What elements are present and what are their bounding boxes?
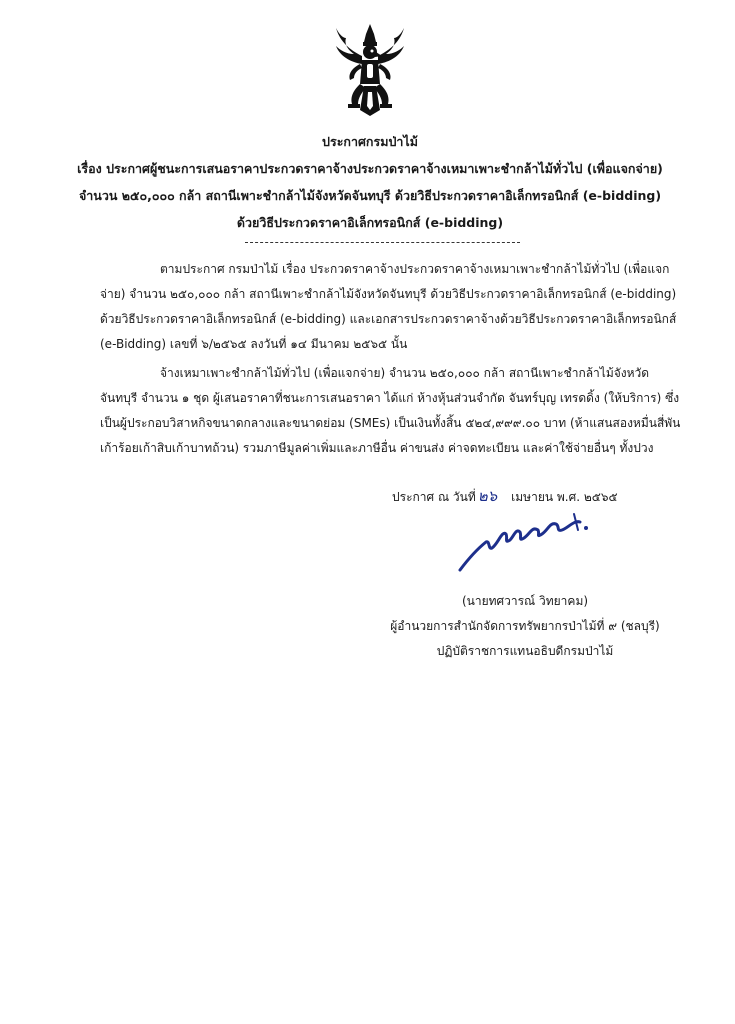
signature-image (450, 500, 610, 580)
subject-line-3: ด้วยวิธีประกวดราคาอิเล็กทรอนิกส์ (e-bidding) (236, 215, 504, 230)
signatory-name: (นายทศวารณ์ วิทยาคม) (461, 594, 589, 608)
subject-line-2: จำนวน ๒๕๐,๐๐๐ กล้า สถานีเพาะชำกล้าไม้จังหวัดจันทบุรี ด้วยวิธีประกวดราคาอิเล็กทรอนิกส์ (e-bidding) (78, 188, 662, 203)
paragraph-1-line-3: ด้วยวิธีประกวดราคาอิเล็กทรอนิกส์ (e-bidding) และเอกสารประกวดราคาจ้างด้วยวิธีประกวดราคาอิเล็กทรอนิกส์ (100, 312, 677, 326)
paragraph-1-line-1: ตามประกาศ กรมป่าไม้ เรื่อง ประกวดราคาจ้างประกวดราคาจ้างเหมาเพาะชำกล้าไม้ทั่วไป (เพื่อแจก (160, 262, 670, 276)
subject-line: เรื่อง ประกาศผู้ชนะการเสนอราคาประกวดราคาจ้างประกวดราคาจ้างเหมาเพาะชำกล้าไม้ทั่วไป (เพื่อแจกจ่าย) (77, 161, 663, 176)
signatory-acting: ปฏิบัติราชการแทนอธิบดีกรมป่าไม้ (436, 644, 614, 658)
org-title: ประกาศกรมป่าไม้ (322, 134, 418, 149)
paragraph-1-line-2: จ่าย) จำนวน ๒๕๐,๐๐๐ กล้า สถานีเพาะชำกล้าไม้จังหวัดจันทบุรี ด้วยวิธีประกวดราคาอิเล็กทรอนิกส์ (e-bidding) (100, 287, 677, 301)
signatory-block (375, 592, 675, 660)
announce-day-handwritten: ๒๖ (477, 487, 498, 505)
announce-month-year: เมษายน พ.ศ. ๒๕๖๕ (511, 490, 618, 504)
announce-prefix: ประกาศ ณ วันที่ (392, 490, 476, 504)
signatory-position: ผู้อำนวยการสำนักจัดการทรัพยากรป่าไม้ที่ ๙ (ชลบุรี) (390, 619, 660, 633)
paragraph-1-line-4: (e-Bidding) เลขที่ ๖/๒๕๖๕ ลงวันที่ ๑๔ มีนาคม ๒๕๖๕ นั้น (100, 337, 408, 351)
paragraph-2-line-3: เป็นผู้ประกอบวิสาหกิจขนาดกลางและขนาดย่อม (SMEs) เป็นเงินทั้งสิ้น ๕๒๔,๙๙๙.๐๐ บาท (ห้าแสนสองหมื่นสี่พัน (100, 416, 681, 430)
paragraph-2-line-4: เก้าร้อยเก้าสิบเก้าบาทถ้วน) รวมภาษีมูลค่าเพิ่มและภาษีอื่น ค่าขนส่ง ค่าจดทะเบียน และค่าใช้จ่ายอื่นๆ ทั้งปวง (100, 441, 654, 455)
paragraph-2-line-2: จันทบุรี จำนวน ๑ ชุด ผู้เสนอราคาที่ชนะการเสนอราคา ได้แก่ ห้างหุ้นส่วนจำกัด จันทร์บุญ เทรดดิ้ง (ให้บริการ) ซึ่ง (100, 391, 680, 405)
paragraph-2-line-1: จ้างเหมาเพาะชำกล้าไม้ทั่วไป (เพื่อแจกจ่าย) จำนวน ๒๕๐,๐๐๐ กล้า สถานีเพาะชำกล้าไม้จังหวัด (160, 366, 650, 380)
header-divider (245, 242, 520, 243)
header (70, 128, 670, 236)
garuda-emblem-icon (330, 20, 410, 120)
